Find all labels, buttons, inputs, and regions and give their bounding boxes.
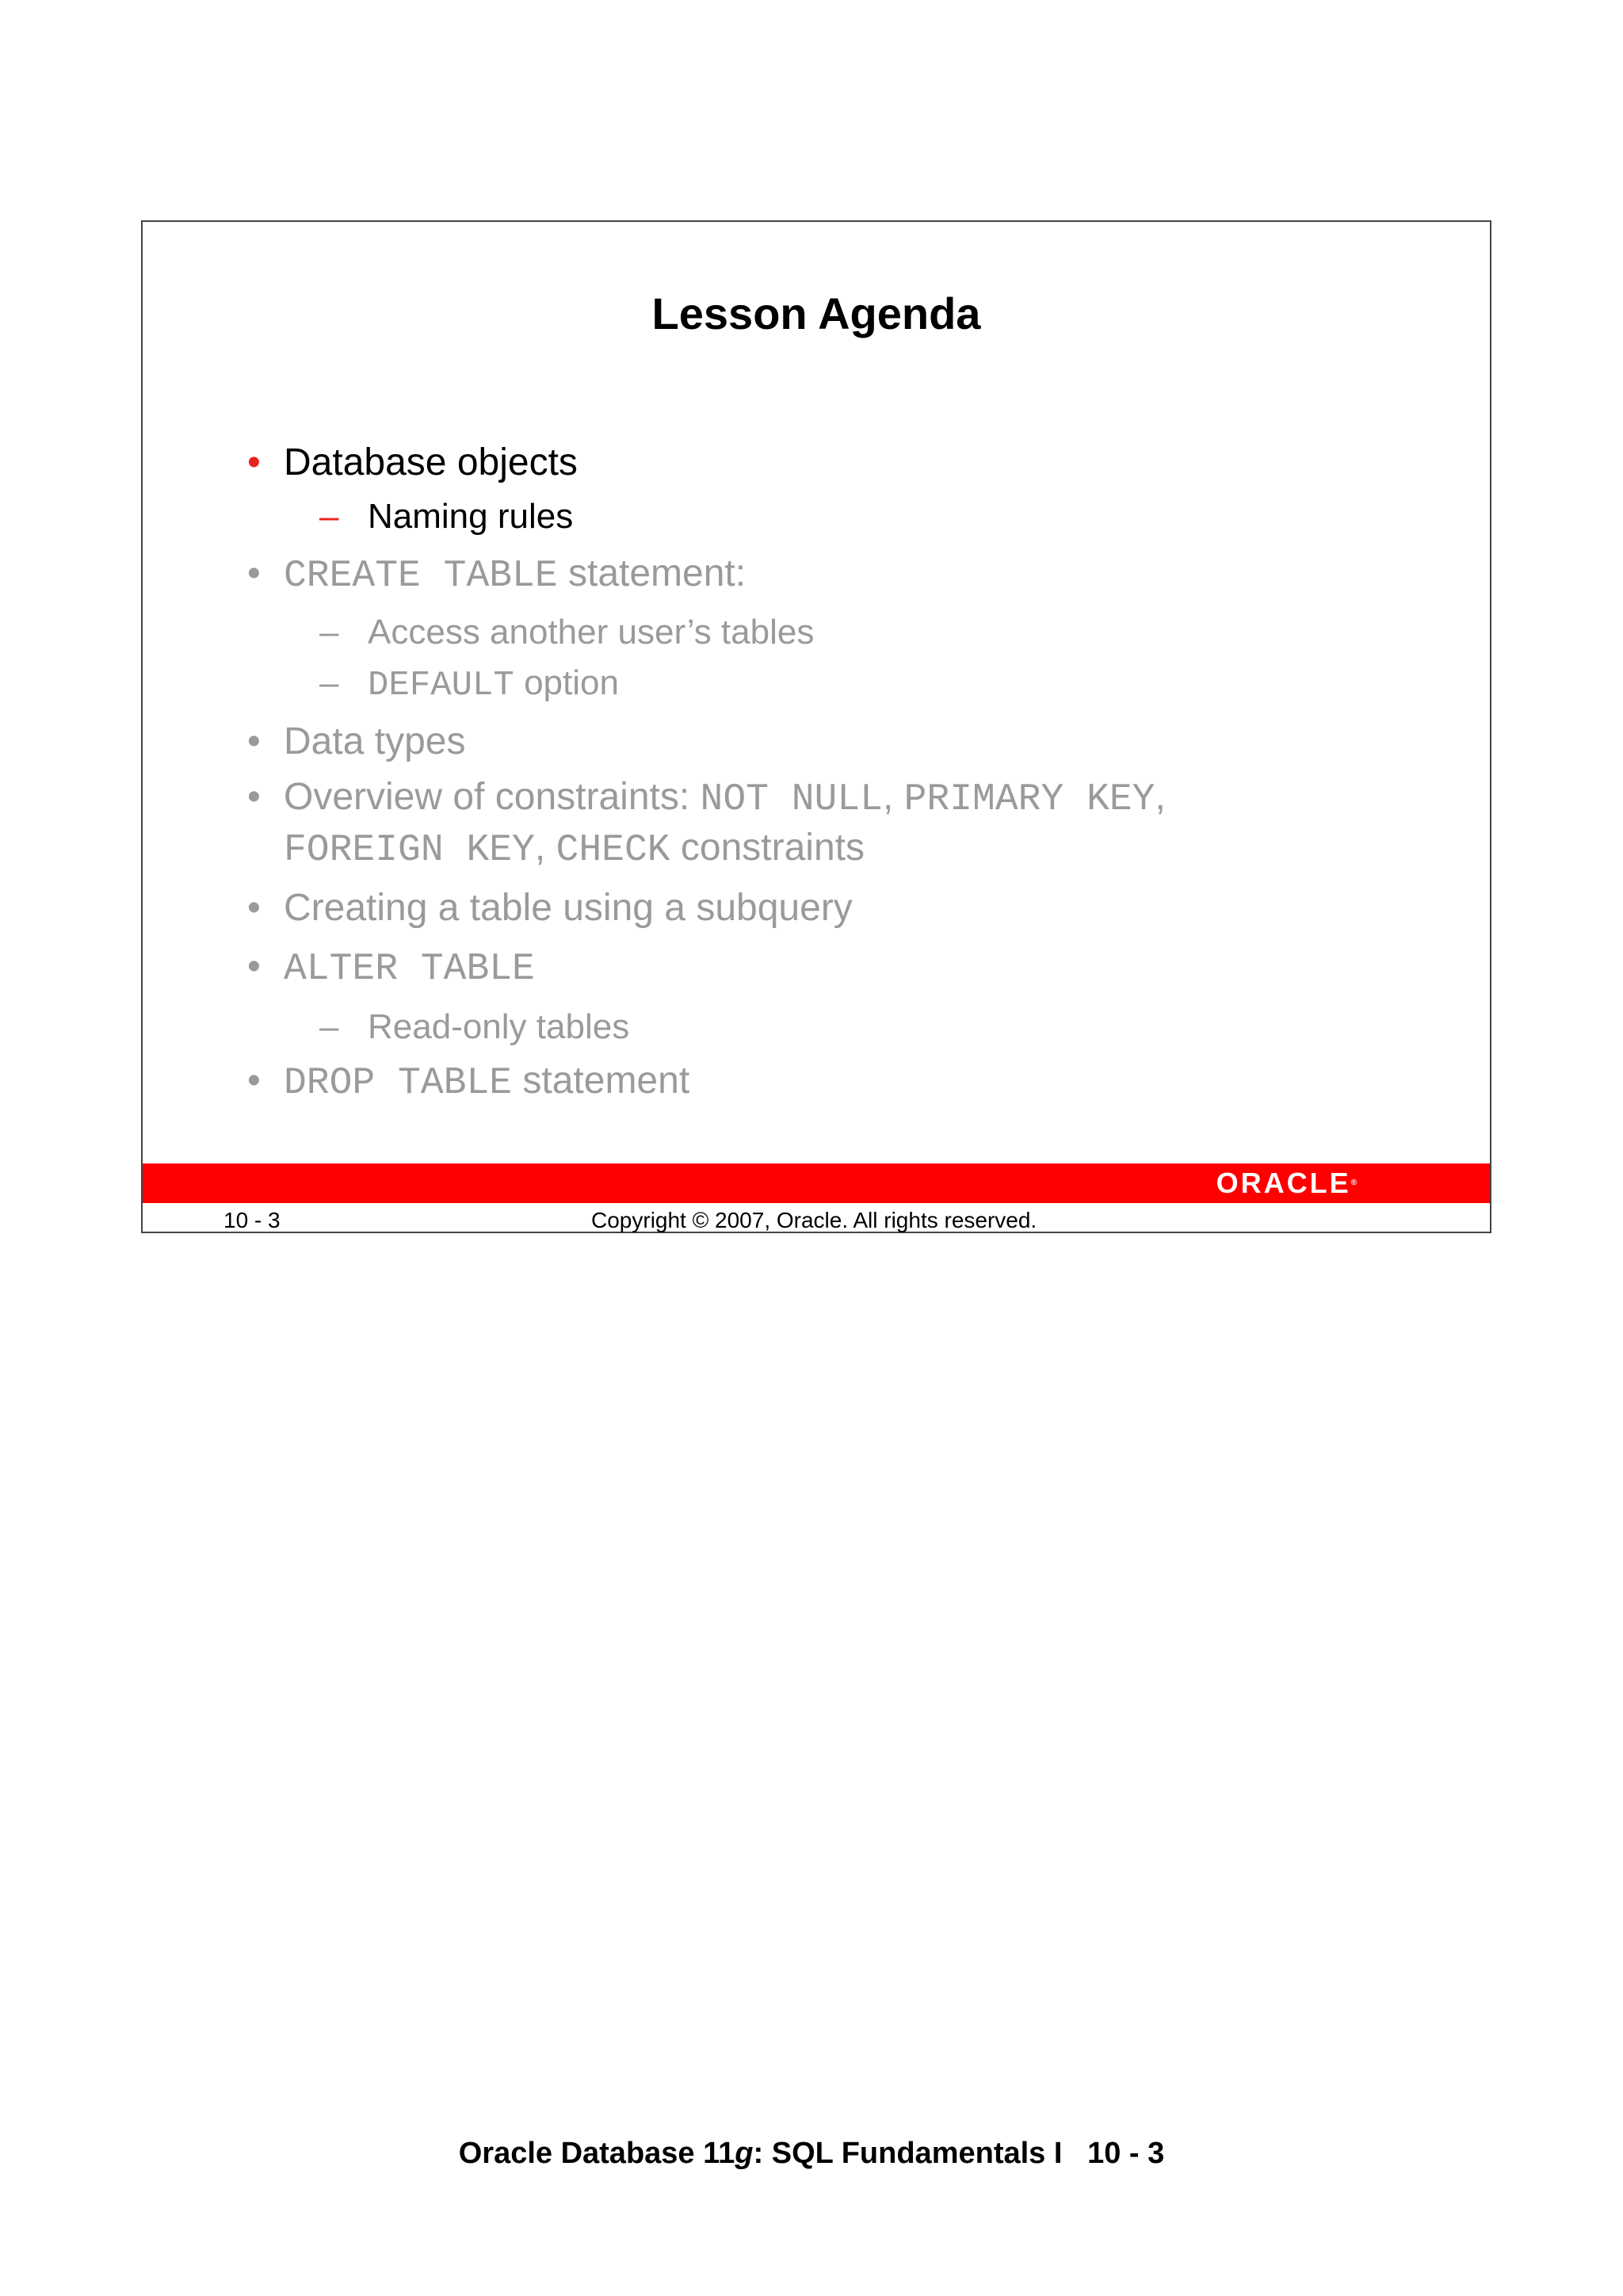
slide-footer bbox=[143, 1203, 1490, 1232]
agenda-item-drop-table bbox=[247, 1060, 690, 1105]
agenda-item-code: CREATE TABLE bbox=[284, 555, 558, 598]
slide-title: Lesson Agenda bbox=[651, 288, 981, 338]
page-footer-prefix: Oracle Database 11 bbox=[458, 2137, 735, 2170]
oracle-logo bbox=[1216, 1168, 1357, 1198]
page-footer-suffix: : SQL Fundamentals I 10 - 3 bbox=[753, 2137, 1165, 2170]
agenda-item-separator: , bbox=[882, 776, 904, 818]
page-footer bbox=[0, 2137, 1623, 2171]
agenda-item-database-objects bbox=[247, 441, 578, 484]
agenda-item-code: PRIMARY KEY bbox=[903, 778, 1155, 821]
agenda-item-constraints-continued bbox=[284, 827, 865, 872]
agenda-item-alter-table bbox=[247, 946, 535, 991]
agenda-list bbox=[143, 222, 1490, 1232]
agenda-subitem-read-only bbox=[319, 1007, 630, 1046]
page-footer-italic: g bbox=[735, 2137, 754, 2170]
copyright-notice: Copyright © 2007, Oracle. All rights reserved. bbox=[591, 1208, 1037, 1232]
agenda-item-text: option bbox=[514, 663, 619, 702]
agenda-item-text: Creating a table using a subquery bbox=[284, 887, 853, 929]
dash-marker: – bbox=[319, 613, 339, 651]
agenda-item-text: statement: bbox=[557, 552, 747, 594]
agenda-item-text: Access another user’s tables bbox=[368, 613, 815, 651]
bullet-marker: • bbox=[247, 441, 261, 483]
agenda-subitem-default-option bbox=[319, 663, 619, 705]
oracle-logo-text: ORACLE bbox=[1216, 1167, 1351, 1199]
slide-number: 10 - 3 bbox=[223, 1208, 281, 1232]
agenda-item-text: Naming rules bbox=[368, 497, 574, 536]
agenda-item-code: DROP TABLE bbox=[284, 1062, 513, 1105]
dash-marker: – bbox=[319, 497, 339, 536]
dash-marker: – bbox=[319, 1007, 339, 1046]
bullet-marker: • bbox=[247, 776, 261, 818]
agenda-item-separator: , bbox=[1155, 776, 1166, 818]
agenda-item-text: constraints bbox=[670, 827, 865, 869]
bullet-marker: • bbox=[247, 552, 261, 594]
registered-mark: ® bbox=[1350, 1179, 1357, 1187]
agenda-item-text: Data types bbox=[284, 720, 466, 762]
agenda-subitem-naming-rules bbox=[319, 497, 574, 536]
agenda-subitem-access-tables bbox=[319, 613, 815, 651]
agenda-item-text: Overview of constraints: bbox=[284, 776, 701, 818]
agenda-item-code: NOT NULL bbox=[700, 778, 883, 821]
bullet-marker: • bbox=[247, 946, 261, 988]
agenda-item-subquery bbox=[247, 887, 853, 930]
agenda-item-code: CHECK bbox=[556, 829, 670, 872]
agenda-item-text: Read-only tables bbox=[368, 1007, 630, 1046]
slide bbox=[141, 220, 1491, 1233]
agenda-item-code: FOREIGN KEY bbox=[284, 829, 535, 872]
agenda-item-text: Database objects bbox=[284, 441, 578, 483]
agenda-item-text: statement bbox=[512, 1060, 690, 1102]
agenda-item-code: DEFAULT bbox=[368, 666, 514, 705]
agenda-item-separator: , bbox=[534, 827, 556, 869]
brand-band bbox=[143, 1163, 1490, 1203]
agenda-item-data-types bbox=[247, 720, 466, 763]
bullet-marker: • bbox=[247, 887, 261, 929]
agenda-item-constraints bbox=[247, 776, 1166, 821]
agenda-item-code: ALTER TABLE bbox=[284, 948, 535, 991]
bullet-marker: • bbox=[247, 1060, 261, 1102]
dash-marker: – bbox=[319, 663, 339, 702]
bullet-marker: • bbox=[247, 720, 261, 762]
agenda-item-create-table bbox=[247, 552, 747, 598]
